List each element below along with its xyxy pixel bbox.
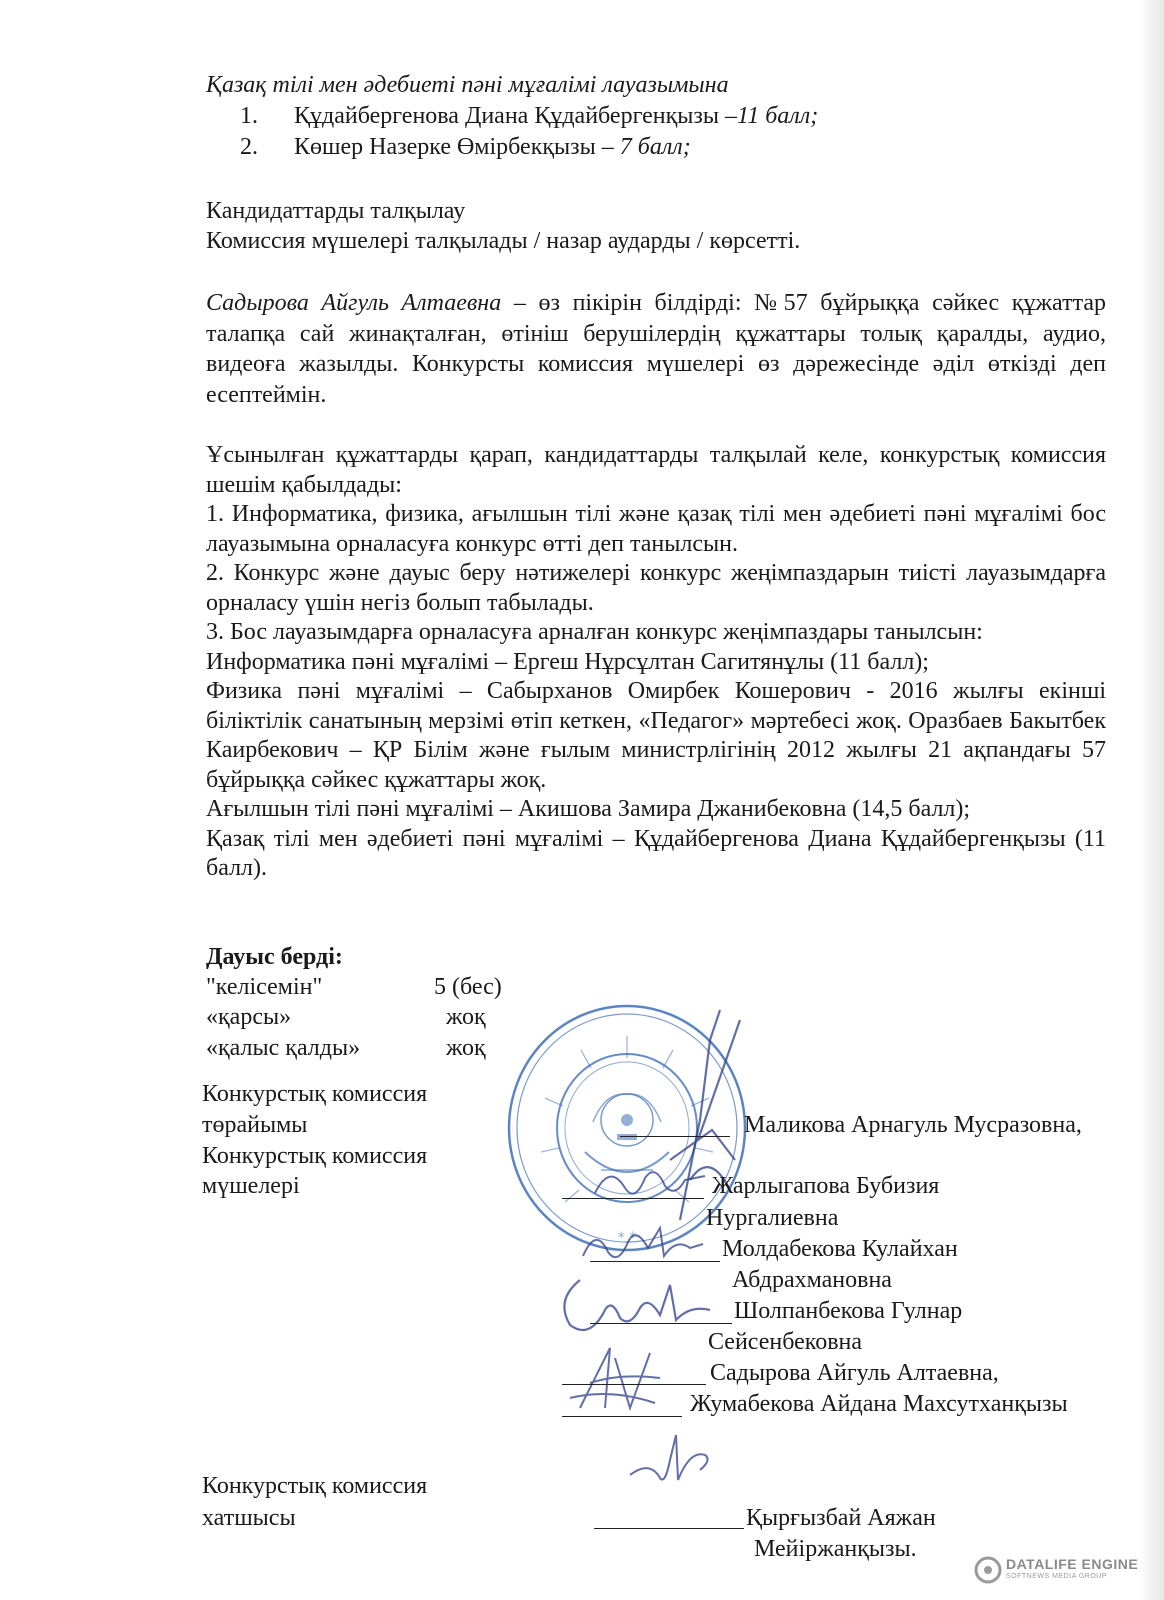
decision-item-3: 3. Бос лауазымдарға орналасуға арналған конкурс жеңімпаздары танылсын:	[206, 619, 983, 645]
vote-value-against: жоқ	[446, 1004, 486, 1030]
winner-physics: Физика пәні мұғалімі – Сабырханов Омирбек Кошерович - 2016 жылғы екінші біліктілік санатының мерзімі өтіп кеткен, «Педагог» мәртебесі жоқ. Оразбаев Бакытбек Каирбекович – ҚР Білім және ғылым министрлігінің 2012 жылғы 21 ақпандағы 57 бұйрыққа сәйкес құжаттары жоқ.	[206, 678, 1106, 793]
member-name: Садырова Айгуль Алтаевна,	[710, 1360, 999, 1386]
svg-text:* *: * *	[617, 1230, 637, 1246]
vote-value-abstain: жоқ	[446, 1035, 486, 1061]
member-name: Молдабекова Кулайхан	[722, 1236, 958, 1262]
chair-signature-line	[620, 1136, 730, 1137]
candidate-score: 7 балл;	[619, 134, 691, 160]
candidate-name: Құдайбергенова Диана Құдайбергенқызы –	[294, 103, 737, 129]
decision-intro: Ұсынылған құжаттарды қарап, кандидаттарды талқылай келе, конкурстық комиссия шешім қабылдады:	[206, 442, 1106, 498]
winner-english: Ағылшын тілі пәні мұғалімі – Акишова Замира Джанибековна (14,5 балл);	[206, 796, 971, 822]
vote-label-agree: "келісемін"	[206, 974, 323, 1000]
members-label-line1: Конкурстық комиссия	[202, 1143, 428, 1169]
candidate-name: Көшер Назерке Өмірбекқызы –	[294, 134, 620, 160]
member-signature-line	[562, 1416, 682, 1417]
decision-block	[206, 441, 1106, 884]
discussion-title: Кандидаттарды талқылау	[206, 198, 466, 224]
candidate-number: 2.	[240, 134, 258, 160]
secretary-name-cont: Мейіржанқызы.	[754, 1536, 917, 1562]
candidate-row	[294, 132, 691, 162]
member-name-cont: Абдрахмановна	[732, 1267, 892, 1293]
candidate-score: 11 балл;	[737, 103, 819, 129]
member-signature	[590, 1158, 710, 1208]
vote-label-against: «қарсы»	[206, 1004, 292, 1030]
member-signature-line	[590, 1261, 720, 1262]
member-signature	[550, 1270, 720, 1340]
decision-item-1: 1. Информатика, физика, ағылшын тілі және қазақ тілі мен әдебиеті пәні мұғалімі бос лауазымына орналасуға конкурс өтті деп танылсын.	[206, 501, 1106, 557]
discussion-text: Комиссия мүшелері талқылады / назар аударды / көрсетті.	[206, 228, 801, 254]
opinion-speaker: Садырова Айгуль Алтаевна	[206, 290, 502, 316]
winner-informatics: Информатика пәні мұғалімі – Ергеш Нұрсұлтан Сагитянұлы (11 балл);	[206, 648, 929, 675]
secretary-signature-line	[594, 1528, 744, 1529]
datalife-logo-icon	[974, 1556, 1002, 1584]
page-edge-shadow	[1138, 0, 1164, 1600]
secretary-name: Қырғызбай Аяжан	[746, 1505, 936, 1531]
chair-name: Маликова Арнагуль Мусразовна,	[744, 1112, 1082, 1138]
opinion-text: – өз пікірін білдірді: №57 бұйрыққа сәйкес құжаттар талапқа сай жинақталған, өтініш берушілердің құжаттары толық қаралды, аудио, видеоға жазылды. Конкурсты комиссия мүшелері өз дәрежесінде әділ өткізді деп есептеймін.	[206, 290, 1106, 408]
member-name: Жарлыгапова Бубизия	[712, 1173, 940, 1199]
vote-label-abstain: «қалыс қалды»	[206, 1035, 361, 1061]
watermark-subtext: SOFTNEWS MEDIA GROUP	[1006, 1573, 1108, 1580]
member-signature-line	[590, 1323, 732, 1324]
chair-label-line2: төрайымы	[202, 1112, 308, 1138]
candidate-row	[294, 101, 818, 131]
vote-title: Дауыс берді:	[206, 944, 343, 970]
member-signature-line	[562, 1198, 704, 1199]
decision-item-2: 2. Конкурс және дауыс беру нәтижелері конкурс жеңімпаздарын тиісті лауазымдарға орналасу үшін негіз болып табылады.	[206, 560, 1106, 616]
member-name: Жумабекова Айдана Махсутханқызы	[690, 1391, 1068, 1417]
member-name-cont: Нургалиевна	[706, 1205, 839, 1231]
candidate-number: 1.	[240, 103, 258, 129]
watermark-text: DATALIFE ENGINE	[1006, 1556, 1139, 1572]
section-heading: Қазақ тілі мен әдебиеті пәні мұғалімі лауазымына	[206, 72, 729, 98]
member-signature-line	[562, 1384, 706, 1385]
chair-label-line1: Конкурстық комиссия	[202, 1081, 428, 1107]
member-name-cont: Сейсенбековна	[708, 1329, 863, 1355]
members-label-line2: мүшелері	[202, 1173, 300, 1199]
member-name: Шолпанбекова Гулнар	[734, 1298, 963, 1324]
winner-kazakh: Қазақ тілі мен әдебиеті пәні мұғалімі – Құдайбергенова Диана Құдайбергенқызы (11 балл).	[206, 825, 1106, 881]
vote-value-agree: 5 (бес)	[434, 974, 502, 1000]
opinion-paragraph	[206, 288, 1106, 410]
secretary-label-line1: Конкурстық комиссия	[202, 1473, 428, 1499]
secretary-label-line2: хатшысы	[202, 1505, 296, 1531]
member-signature	[560, 1338, 670, 1418]
secretary-signature	[620, 1430, 720, 1490]
